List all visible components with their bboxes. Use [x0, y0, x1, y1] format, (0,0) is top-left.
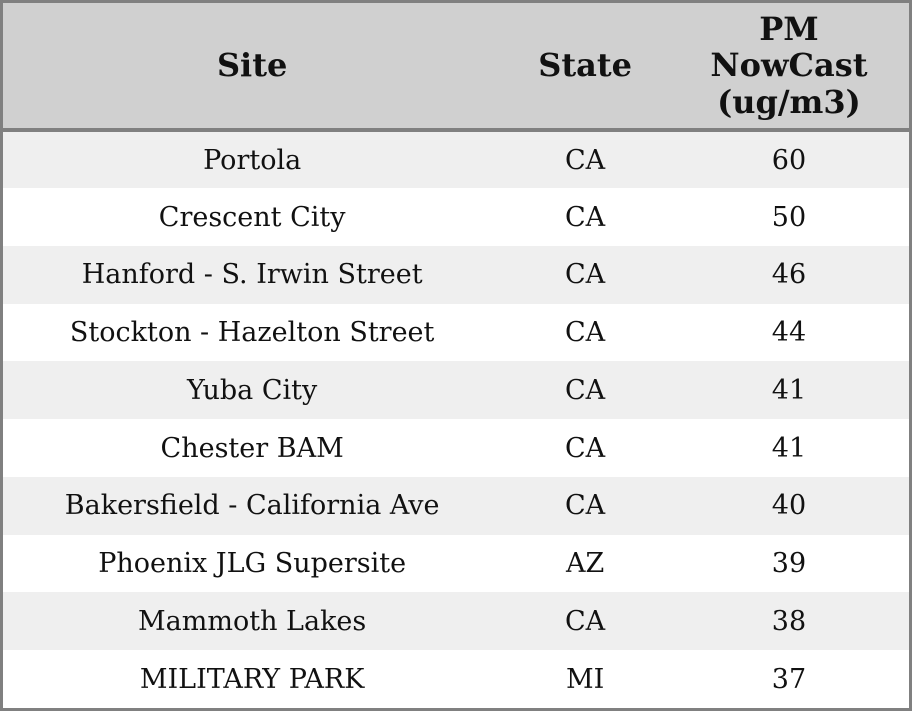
state-cell: CA	[565, 259, 606, 291]
state-cell: AZ	[565, 548, 605, 580]
site-cell: MILITARY PARK	[139, 663, 365, 695]
table-row	[3, 419, 909, 477]
column-header-site: Site	[3, 3, 501, 130]
site-cell: Yuba City	[187, 374, 318, 406]
table-header-row	[3, 3, 909, 130]
pm-nowcast-cell: 46	[771, 259, 807, 291]
state-cell: CA	[565, 605, 606, 637]
site-cell: Portola	[203, 144, 302, 176]
state-cell: CA	[565, 201, 606, 233]
table-row	[3, 304, 909, 362]
table-row	[3, 477, 909, 535]
pm-nowcast-cell: 50	[771, 201, 807, 233]
table-row	[3, 246, 909, 304]
table-row	[3, 650, 909, 708]
table-row	[3, 535, 909, 593]
pm-nowcast-cell: 44	[771, 317, 807, 349]
column-header-pm-nowcast: PM NowCast (ug/m3)	[669, 3, 909, 130]
pm-nowcast-cell: 38	[771, 605, 807, 637]
pm-nowcast-cell: 37	[771, 663, 807, 695]
table-row	[3, 188, 909, 246]
pm-nowcast-cell: 41	[771, 374, 807, 406]
site-cell: Stockton - Hazelton Street	[69, 317, 435, 349]
site-cell: Mammoth Lakes	[138, 605, 367, 637]
state-cell: MI	[565, 663, 605, 695]
pm-nowcast-table	[3, 3, 909, 708]
table-row	[3, 361, 909, 419]
state-cell: CA	[565, 490, 606, 522]
pm-nowcast-cell: 41	[771, 432, 807, 464]
pm-nowcast-cell: 60	[771, 144, 807, 176]
pm-nowcast-cell: 39	[771, 548, 807, 580]
table-row	[3, 130, 909, 188]
site-cell: Crescent City	[158, 201, 346, 233]
state-cell: CA	[565, 144, 606, 176]
state-cell: CA	[565, 374, 606, 406]
table-row	[3, 592, 909, 650]
site-cell: Chester BAM	[160, 432, 344, 464]
site-cell: Phoenix JLG Supersite	[98, 548, 407, 580]
site-cell: Bakersfield - California Ave	[64, 490, 440, 522]
pm-nowcast-cell: 40	[771, 490, 807, 522]
column-header-state: State	[501, 3, 669, 130]
state-cell: CA	[565, 432, 606, 464]
site-cell: Hanford - S. Irwin Street	[81, 259, 423, 291]
state-cell: CA	[565, 317, 606, 349]
